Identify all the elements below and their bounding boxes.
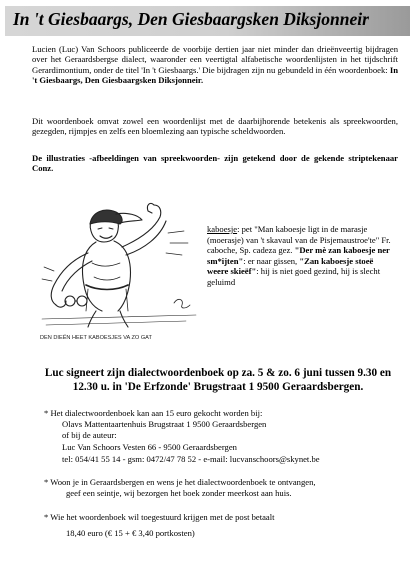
intro-text: Lucien (Luc) Van Schoors publiceerde de voorbije dertien jaar niet minder dan drieënveertig bijdragen over het Geraardsbergse dialect, waaronder een veertigtal alfabetische woordenlijsten in het tijdschrift Gerardimontium, onder de titel 'In 't Giesbaargs.' Die bijdragen zijn nu gebundeld in één woordenboek:: [32, 44, 398, 75]
kaboesje-word: kaboesje: [207, 224, 238, 234]
bullet-home-delivery: * Woon je in Geraardsbergen en wens je het dialectwoordenboek te ontvangen,: [44, 477, 316, 487]
bullet-shop: Olavs Mattentaartenhuis Brugstraat 1 9500 Geraardsbergen: [62, 419, 267, 429]
illustrations-paragraph: De illustraties -afbeeldingen van spreekwoorden- zijn getekend door de gekende striptekenaar Conz.: [32, 153, 398, 174]
illustration-conz: [36, 193, 202, 343]
signing-announcement: Luc signeert zijn dialectwoordenboek op za. 5 & zo. 6 juni tussen 9.30 en 12.30 u. in 'De Erfzonde' Brugstraat 1 9500 Geraardsbergen.: [44, 367, 392, 394]
intro-book-title: In 't Giesbaargs, Den Giesbaargsken Diksjonneir.: [32, 64, 398, 85]
kaboesje-saying-2: "Zan kaboesje stoeë weere skieëf": [207, 255, 374, 277]
bullet-contact: tel: 054/41 55 14 - gsm: 0472/47 78 52 - e-mail: lucvanschoors@skynet.be: [62, 454, 320, 464]
kaboesje-meaning-1: : er naar gissen,: [243, 255, 300, 266]
kaboesje-meaning-2: : hij is niet goed gezind, hij is slecht geluimd: [207, 266, 381, 287]
illustration-caption: DEN DIEËN HEET KABOESJES VA ZO GAT: [40, 335, 152, 341]
bullet-author-address: Luc Van Schoors Vesten 66 - 9500 Geraardsbergen: [62, 442, 237, 452]
bullet-post: * Wie het woordenboek wil toegestuurd krijgen met de post betaalt: [44, 512, 275, 522]
banner-title: In 't Giesbaargs, Den Giesbaargsken Diksjonneir: [13, 9, 369, 29]
bullet-price: * Het dialectwoordenboek kan aan 15 euro gekocht worden bij:: [44, 408, 263, 418]
bullet-post-price: 18,40 euro (€ 15 + € 3,40 portkosten): [66, 528, 195, 538]
kaboesje-definition: : pet "Man kaboesje ligt in de marasje (moerasje) van 't skavaul van de Pisjemaustroe'te" Fr. caboche, Sp. cadeza gez.: [207, 224, 391, 256]
cartoon-drawing: [36, 193, 202, 343]
intro-paragraph: [32, 44, 398, 85]
contents-paragraph: Dit woordenboek omvat zowel een woordenlijst met de daarbijhorende betekenis als spreekwoorden, gezegden, rijmpjes en zelfs een bloemlezing aan typische scheldwoorden.: [32, 116, 398, 137]
kaboesje-entry: [207, 224, 395, 288]
kaboesje-saying-1: "Der mè zan kaboesje ner sm*ijten": [207, 245, 390, 266]
title-banner: [5, 6, 410, 36]
bullet-or-author: of bij de auteur:: [62, 430, 117, 440]
bullet-home-delivery-2: geef een seintje, wij bezorgen het boek zonder meerkost aan huis.: [66, 488, 292, 498]
